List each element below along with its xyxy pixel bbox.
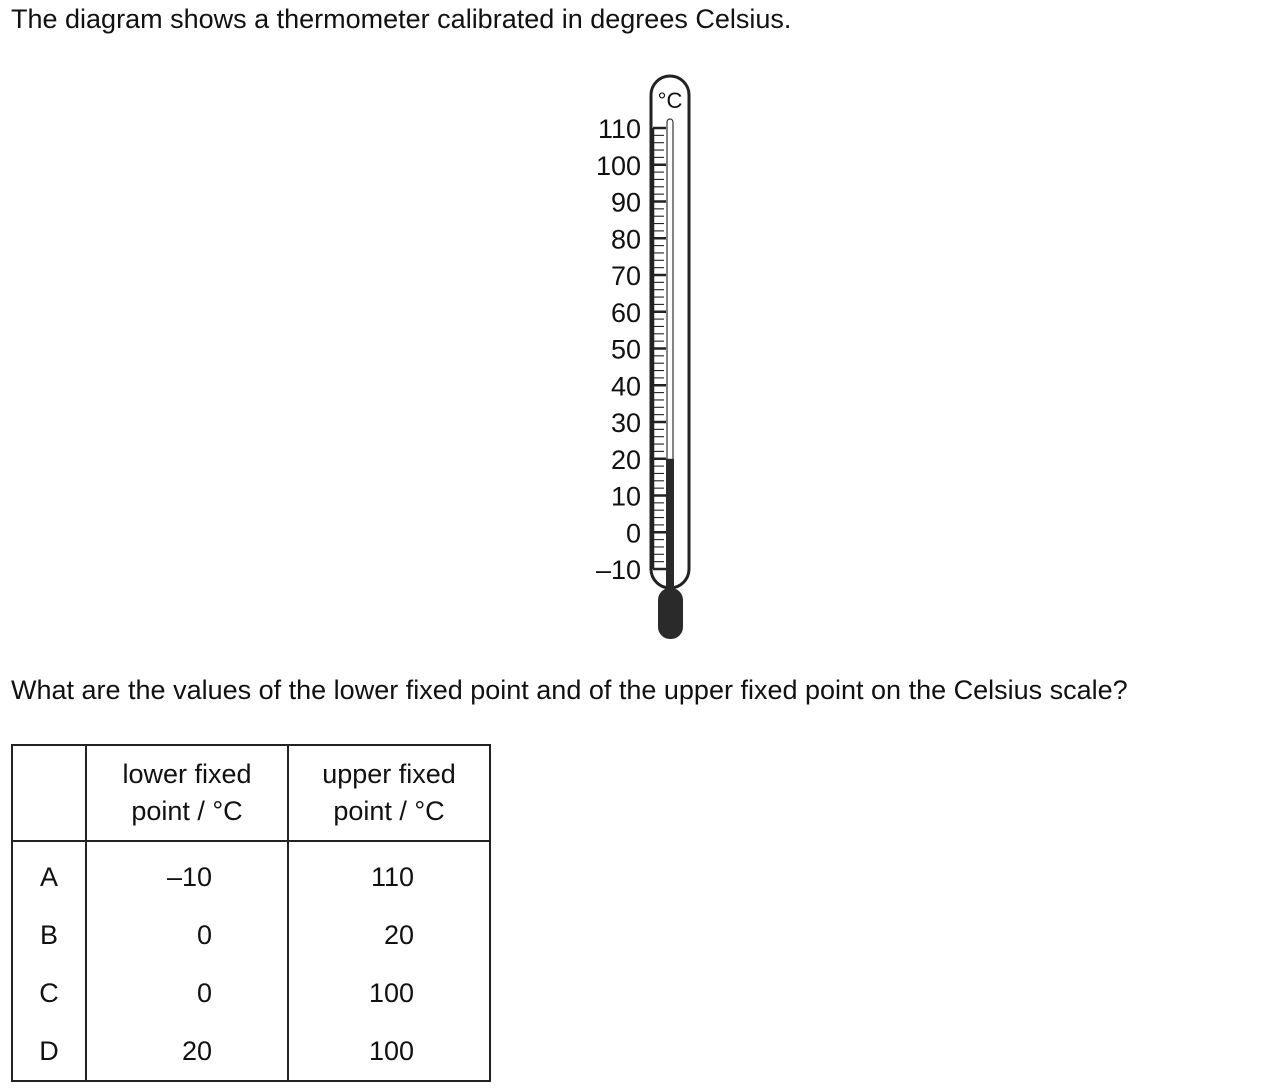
thermometer-labels	[596, 114, 641, 585]
header-lower-line1: lower fixed	[122, 759, 252, 789]
option-key: D	[12, 1022, 86, 1081]
option-upper-value: 110	[370, 861, 414, 892]
scale-label: 0	[625, 518, 641, 549]
option-row-b[interactable]	[12, 906, 490, 964]
question-text: What are the values of the lower fixed point and of the upper fixed point on the Celsius scale?	[11, 675, 1128, 705]
scale-label: –10	[595, 555, 641, 585]
option-lower-value: 0	[196, 977, 212, 1008]
scale-label: 10	[610, 481, 641, 512]
answer-options-table	[11, 744, 491, 1082]
scale-label: 50	[610, 334, 641, 365]
option-key: C	[12, 964, 86, 1022]
scale-label: 40	[610, 371, 641, 402]
option-key: A	[12, 841, 86, 906]
scale-label: 110	[597, 114, 641, 144]
header-lower-fixed-point	[86, 745, 288, 841]
header-lower-line2: point / °C	[131, 796, 243, 826]
scale-label: 70	[610, 261, 641, 291]
header-key	[12, 745, 86, 841]
header-upper-line2: point / °C	[333, 796, 445, 826]
scale-label: 80	[610, 224, 641, 255]
intro-text: The diagram shows a thermometer calibrated in degrees Celsius.	[11, 4, 792, 34]
option-upper-value: 100	[368, 1035, 414, 1066]
option-row-d[interactable]	[12, 1022, 490, 1081]
option-upper-value: 20	[383, 919, 414, 950]
option-lower-value: 0	[196, 919, 212, 950]
scale-label: 20	[610, 444, 641, 475]
scale-label: 30	[610, 408, 641, 438]
option-key: B	[12, 906, 86, 964]
scale-label: 60	[610, 297, 641, 328]
option-upper-value: 100	[368, 977, 414, 1008]
header-upper-line1: upper fixed	[322, 759, 456, 789]
header-upper-fixed-point	[288, 745, 490, 841]
thermometer-unit-label: °C	[657, 88, 683, 113]
thermometer-bulb	[658, 588, 683, 639]
option-lower-value: –10	[166, 861, 212, 892]
option-row-c[interactable]	[12, 964, 490, 1022]
option-row-a[interactable]	[12, 841, 490, 906]
thermometer-liquid	[666, 459, 674, 591]
scale-label: 100	[595, 150, 641, 181]
scale-label: 90	[610, 187, 641, 218]
option-lower-value: 20	[181, 1035, 212, 1066]
